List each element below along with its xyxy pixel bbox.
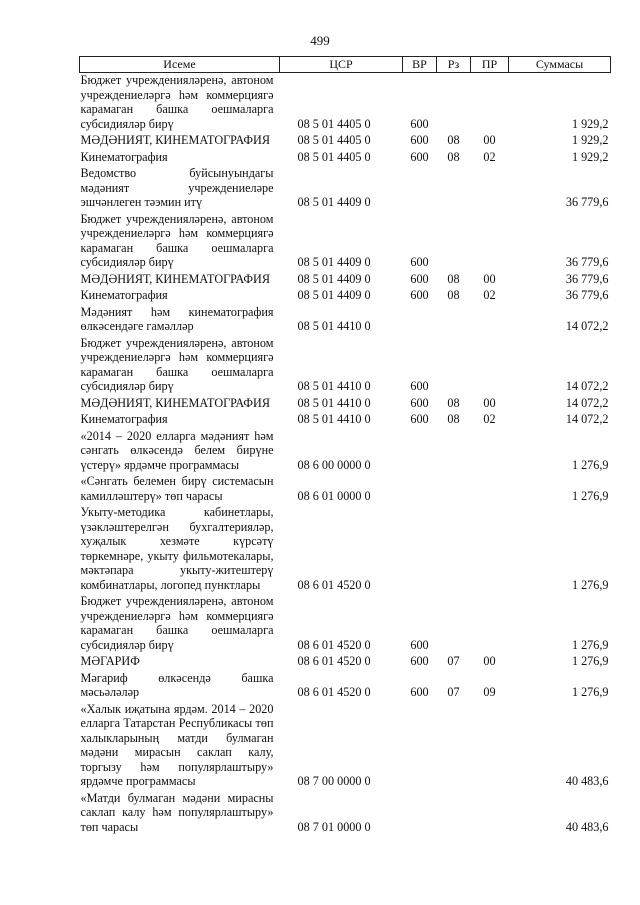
cell-name: «Матди булмаган мәдәни мирасны саклап калу һәм популярлаштыру» төп чарасы: [80, 790, 274, 834]
cell-pr: [471, 303, 509, 334]
cell-rz: 08: [447, 395, 460, 410]
cell-rz: [437, 592, 471, 652]
table-row: [80, 286, 611, 303]
header-rz: Рз: [437, 57, 471, 73]
cell-vr: 600: [410, 288, 429, 302]
cell-pr: [471, 427, 509, 473]
table-row: [80, 700, 611, 789]
header-pr: ПР: [471, 57, 509, 73]
cell-csr: 08 6 00 0000 0: [297, 457, 371, 472]
cell-sum: 1 929,2: [571, 116, 609, 131]
cell-rz: [437, 73, 471, 132]
cell-name: Укыту-методика кабинетлары, үзәкләштерелгән бухгалтерияләр, хуҗалык хезмәте күрсәтү төркемнәре, укыту фильмотекалары, мәктәпара укыту-житештерү комбинатлары, логопед пунктлары: [80, 505, 274, 592]
cell-rz: 08: [447, 149, 460, 164]
cell-sum: 1 276,9: [571, 457, 609, 472]
cell-name: «Сәнгать белемен бирү системасын камилләштерү» төп чарасы: [80, 474, 274, 503]
cell-pr: 02: [483, 149, 496, 164]
page-number: 499: [310, 33, 330, 48]
cell-csr: 08 5 01 4409 0: [297, 255, 371, 269]
cell-rz: [437, 334, 471, 394]
cell-pr: [471, 789, 509, 835]
cell-rz: 07: [447, 685, 460, 699]
cell-rz: [437, 789, 471, 835]
cell-vr: 600: [410, 685, 429, 699]
table-row: [80, 73, 611, 132]
cell-pr: [471, 73, 509, 132]
cell-rz: 08: [447, 271, 460, 286]
header-name: Исеме: [80, 57, 280, 73]
cell-csr: 08 6 01 4520 0: [297, 637, 371, 652]
cell-pr: 00: [483, 133, 496, 147]
cell-rz: [437, 164, 471, 210]
cell-vr: 600: [410, 149, 429, 164]
cell-vr: 600: [410, 271, 429, 286]
cell-pr: 00: [483, 271, 496, 286]
cell-pr: [471, 164, 509, 210]
cell-sum: 36 779,6: [565, 271, 609, 286]
cell-pr: [471, 334, 509, 394]
cell-pr: [471, 503, 509, 592]
cell-name: Бюджет учрежденияләренә, автоном учреждениеләргә һәм коммерциягә карамаган башка оешмаларга субсидияләр бирү: [80, 211, 274, 269]
cell-vr: [403, 303, 437, 334]
cell-sum: 40 483,6: [565, 774, 609, 788]
cell-name: Бюджет учрежденияләренә, автоном учреждениеләргә һәм коммерциягә карамаган башка оешмаларга субсидияләр бирү: [80, 594, 274, 652]
cell-csr: 08 6 01 4520 0: [297, 685, 371, 699]
cell-pr: [471, 592, 509, 652]
cell-csr: 08 5 01 4405 0: [297, 149, 371, 164]
table-row: [80, 334, 611, 394]
cell-pr: 02: [483, 288, 496, 302]
cell-csr: 08 6 01 0000 0: [297, 488, 371, 503]
cell-sum: 1 929,2: [571, 133, 609, 147]
cell-csr: 08 5 01 4410 0: [297, 412, 371, 426]
cell-name: «2014 – 2020 елларга мәдәният һәм сәнгать өлкәсендә белем бирүне үстерү» ярдәмче программасы: [80, 428, 274, 472]
cell-sum: 1 276,9: [571, 685, 609, 699]
cell-vr: 600: [410, 654, 429, 668]
cell-pr: [471, 472, 509, 503]
cell-vr: 600: [410, 116, 429, 131]
table-row: [80, 427, 611, 473]
cell-vr: 600: [410, 412, 429, 426]
cell-vr: 600: [410, 379, 429, 393]
table-header-row: [80, 57, 611, 73]
cell-rz: [437, 210, 471, 270]
cell-vr: [403, 164, 437, 210]
cell-csr: 08 5 01 4409 0: [297, 288, 371, 302]
cell-rz: 08: [447, 412, 460, 426]
cell-name: Кинематография: [80, 288, 168, 302]
cell-sum: 1 276,9: [571, 488, 609, 503]
cell-pr: [471, 210, 509, 270]
cell-vr: 600: [410, 395, 429, 410]
cell-name: Мәгариф өлкәсендә башка мәсьәләләр: [80, 670, 274, 699]
cell-name: Бюджет учрежденияләренә, автоном учреждениеләргә һәм коммерциягә карамаган башка оешмаларга субсидияләр бирү: [80, 335, 274, 393]
cell-pr: 09: [483, 685, 496, 699]
header-sum: Суммасы: [509, 57, 611, 73]
cell-csr: 08 5 01 4410 0: [297, 379, 371, 393]
cell-name: МӘДӘНИЯТ, КИНЕМАТОГРАФИЯ: [80, 133, 270, 147]
header-vr: ВР: [403, 57, 437, 73]
cell-pr: [471, 700, 509, 789]
cell-rz: [437, 427, 471, 473]
table-row: [80, 472, 611, 503]
cell-sum: 1 276,9: [571, 577, 609, 592]
table-row: [80, 164, 611, 210]
cell-vr: [403, 789, 437, 835]
cell-sum: 36 779,6: [565, 288, 609, 302]
table-row: [80, 148, 611, 165]
cell-pr: 00: [483, 654, 496, 668]
cell-vr: 600: [410, 133, 429, 147]
cell-sum: 1 276,9: [571, 654, 609, 668]
table-body: [80, 73, 611, 835]
cell-name: Мәдәният һәм кинематография өлкәсендәге гамәлләр: [80, 304, 274, 333]
cell-csr: 08 7 00 0000 0: [297, 774, 371, 788]
cell-rz: [437, 303, 471, 334]
table-row: [80, 303, 611, 334]
table-row: [80, 270, 611, 287]
cell-sum: 1 929,2: [571, 149, 609, 164]
cell-rz: [437, 503, 471, 592]
cell-name: МӘДӘНИЯТ, КИНЕМАТОГРАФИЯ: [80, 395, 270, 410]
cell-pr: 02: [483, 412, 496, 426]
cell-vr: 600: [410, 637, 429, 652]
cell-vr: [403, 472, 437, 503]
table-row: [80, 652, 611, 669]
cell-csr: 08 6 01 4520 0: [297, 654, 371, 668]
cell-sum: 36 779,6: [565, 195, 609, 209]
cell-rz: 08: [447, 288, 460, 302]
cell-pr: 00: [483, 395, 496, 410]
cell-sum: 14 072,2: [565, 319, 609, 333]
cell-csr: 08 5 01 4405 0: [297, 133, 371, 147]
cell-name: Кинематография: [80, 412, 168, 426]
cell-name: Бюджет учрежденияләренә, автоном учреждениеләргә һәм коммерциягә карамаган башка оешмаларга субсидияләр бирү: [80, 73, 274, 131]
cell-name: Ведомство буйсынуындагы мәдәният учреждениеләре эшчәнлеген тәэмин итү: [80, 166, 274, 209]
cell-csr: 08 5 01 4405 0: [297, 116, 371, 131]
cell-csr: 08 7 01 0000 0: [297, 819, 371, 834]
cell-rz: [437, 472, 471, 503]
cell-sum: 1 276,9: [571, 637, 609, 652]
cell-vr: [403, 427, 437, 473]
table-row: [80, 592, 611, 652]
table-row: [80, 131, 611, 148]
cell-name: «Халык иҗатына ярдәм. 2014 – 2020 елларга Татарстан Республикасы төп халыкларының матди булмаган мәдәни мирасын саклап калу, торгызу һәм популярлаштыру» ярдәмче программасы: [80, 701, 274, 788]
table-row: [80, 210, 611, 270]
table-row: [80, 410, 611, 427]
cell-vr: 600: [410, 255, 429, 269]
cell-rz: [437, 700, 471, 789]
cell-sum: 40 483,6: [565, 819, 609, 834]
cell-name: Кинематография: [80, 149, 168, 164]
cell-name: МӘДӘНИЯТ, КИНЕМАТОГРАФИЯ: [80, 271, 270, 286]
table-row: [80, 394, 611, 411]
cell-csr: 08 5 01 4409 0: [297, 195, 371, 209]
cell-sum: 36 779,6: [565, 255, 609, 269]
cell-vr: [403, 700, 437, 789]
cell-sum: 14 072,2: [565, 395, 609, 410]
cell-sum: 14 072,2: [565, 412, 609, 426]
cell-sum: 14 072,2: [565, 379, 609, 393]
table-row: [80, 503, 611, 592]
cell-csr: 08 5 01 4409 0: [297, 271, 371, 286]
cell-rz: 07: [447, 654, 460, 668]
cell-name: МӘГАРИФ: [80, 654, 140, 668]
cell-csr: 08 5 01 4410 0: [297, 319, 371, 333]
cell-csr: 08 5 01 4410 0: [297, 395, 371, 410]
table-row: [80, 669, 611, 700]
cell-rz: 08: [447, 133, 460, 147]
budget-table: [79, 56, 611, 834]
table-row: [80, 789, 611, 835]
header-csr: ЦСР: [280, 57, 403, 73]
cell-vr: [403, 503, 437, 592]
cell-csr: 08 6 01 4520 0: [297, 577, 371, 592]
